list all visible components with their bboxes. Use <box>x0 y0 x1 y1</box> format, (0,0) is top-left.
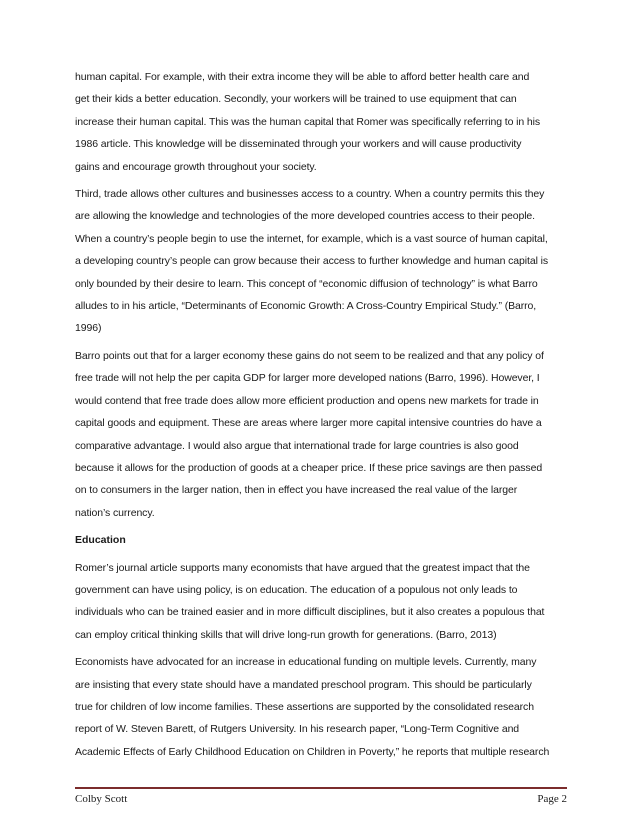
section-heading: Education <box>75 534 126 547</box>
text-line: because it allows for the production of goods at a cheaper price. If these price savings are then passed <box>75 461 543 474</box>
text-line: get their kids a better education. Secondly, your workers will be trained to use equipment that can <box>75 93 517 106</box>
text-line: only bounded by their desire to learn. This concept of “economic diffusion of technology” is what Barro <box>75 277 538 290</box>
text-line: can employ critical thinking skills that will drive long-run growth for generations. (Barro, 2013) <box>75 628 497 641</box>
text-line: free trade will not help the per capita GDP for larger more developed nations (Barro, 1996). However, I <box>75 372 540 385</box>
text-line: human capital. For example, with their extra income they will be able to afford better health care and <box>75 71 530 83</box>
text-line: Romer’s journal article supports many economists that have argued that the greatest impact that the <box>75 561 530 574</box>
text-line: increase their human capital. This was the human capital that Romer was specifically referring to in his <box>75 115 541 128</box>
text-line: gains and encourage growth throughout your society. <box>75 160 317 173</box>
text-line: on to consumers in the larger nation, then in effect you have increased the real value of the larger <box>75 484 518 497</box>
text-line: 1996) <box>75 322 102 335</box>
text-line: would contend that free trade does allow more efficient production and opens new markets for trade in <box>75 394 539 407</box>
page-body <box>75 66 567 768</box>
text-line: comparative advantage. I would also argue that international trade for large countries is also good <box>75 439 519 452</box>
paragraph-3 <box>75 345 567 524</box>
text-line: true for children of low income families. These assertions are supported by the consolidated research <box>75 700 534 713</box>
paragraph-4 <box>75 557 567 647</box>
text-line: nation’s currency. <box>75 506 155 519</box>
text-line: are insisting that every state should have a mandated preschool program. This should be particularly <box>75 678 532 691</box>
text-line: Third, trade allows other cultures and businesses access to a country. When a country permits this they <box>75 188 545 201</box>
text-line: Academic Effects of Early Childhood Education on Children in Poverty,” he reports that multiple research <box>75 745 550 758</box>
text-line: a developing country’s people can grow because their access to further knowledge and human capital is <box>75 255 549 268</box>
text-line: alludes to in his article, “Determinants of Economic Growth: A Cross-Country Empirical Study.” (Barro, <box>75 300 537 313</box>
text-line: government can have using policy, is on education. The education of a populous not only leads to <box>75 583 518 596</box>
footer-author: Colby Scott <box>75 793 128 805</box>
paragraph-1 <box>75 66 567 178</box>
footer-divider <box>75 787 567 789</box>
paragraph-2 <box>75 183 567 340</box>
text-line: report of W. Steven Barett, of Rutgers University. In his research paper, “Long-Term Cognitive and <box>75 723 520 736</box>
text-line: 1986 article. This knowledge will be disseminated through your workers and will cause productivity <box>75 138 522 151</box>
paragraph-5 <box>75 651 567 763</box>
text-line: individuals who can be trained easier and in more difficult disciplines, but it also creates a populous that <box>75 606 545 619</box>
text-line: capital goods and equipment. These are areas where larger more capital intensive countries do have a <box>75 417 542 430</box>
page-number: Page 2 <box>537 793 567 805</box>
text-line: When a country’s people begin to use the internet, for example, which is a vast source of human capital, <box>75 232 548 245</box>
text-line: Economists have advocated for an increase in educational funding on multiple levels. Currently, many <box>75 656 537 669</box>
text-line: Barro points out that for a larger economy these gains do not seem to be realized and that any policy of <box>75 349 544 362</box>
text-line: are allowing the knowledge and technologies of the more developed countries access to their people. <box>75 210 535 223</box>
